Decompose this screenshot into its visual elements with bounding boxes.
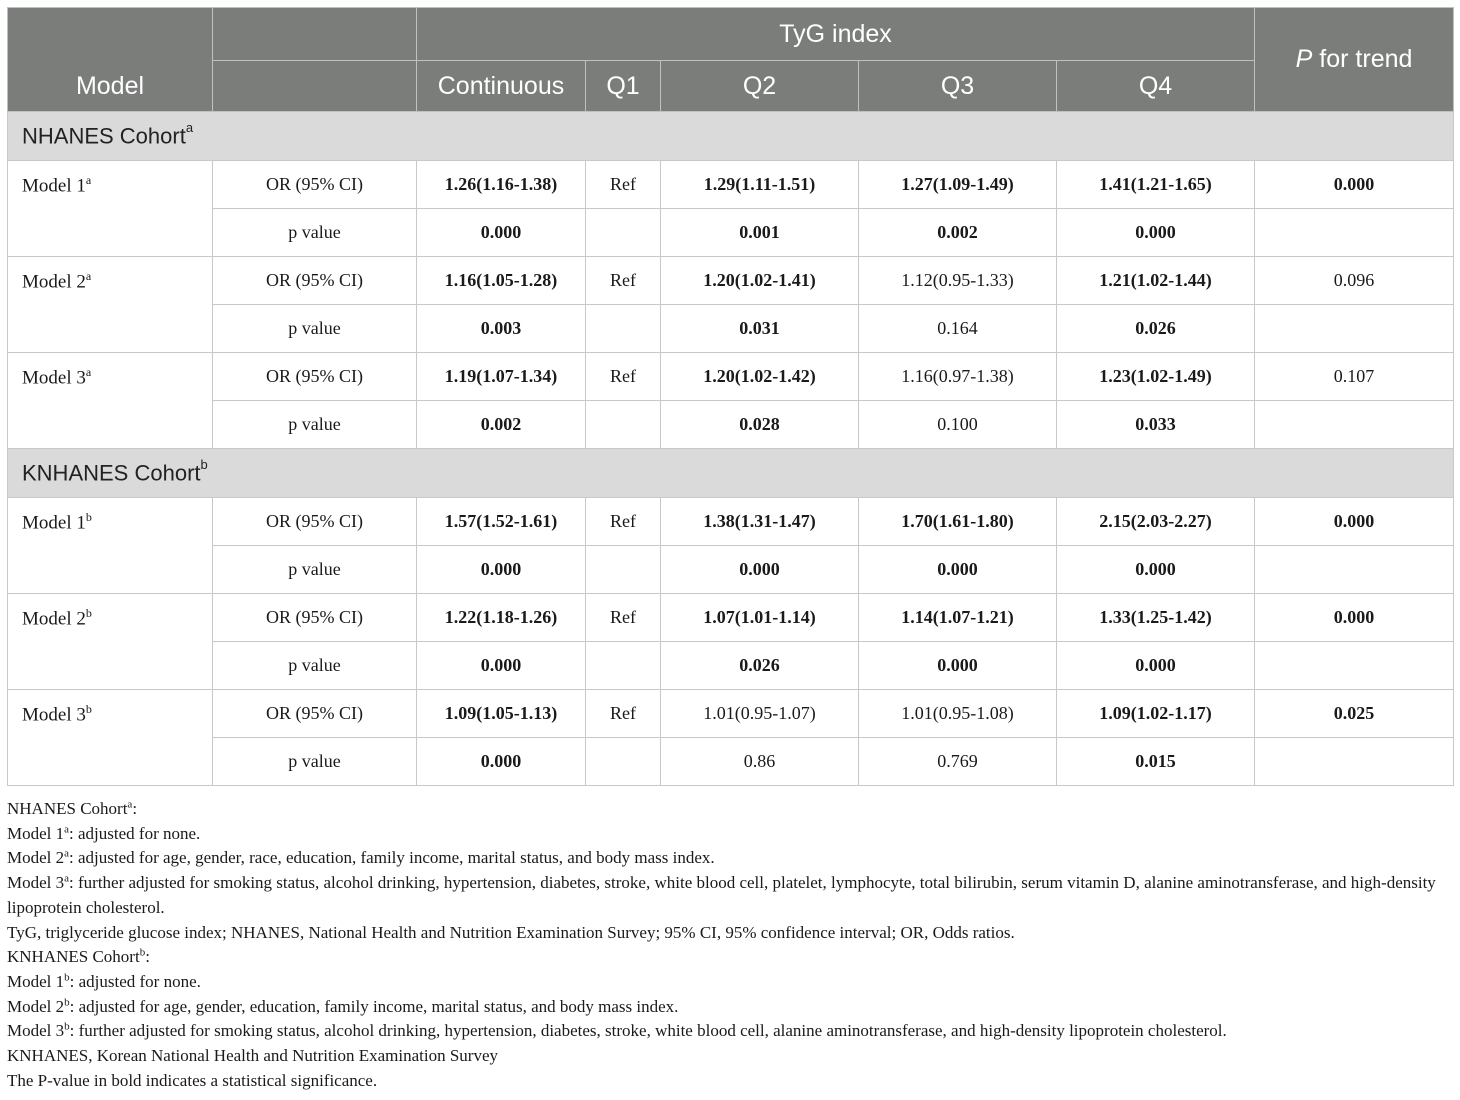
or-row-cell: 1.29(1.11-1.51) [661,161,859,209]
or-row-cell: Ref [586,594,661,642]
or-row [8,690,1454,738]
model-label [8,498,213,594]
or-row-cell: 1.20(1.02-1.41) [661,257,859,305]
or-row-cell: Ref [586,353,661,401]
or-row-cell: 1.26(1.16-1.38) [417,161,586,209]
footnote-sup: b [64,995,70,1008]
footnote-line [7,1044,1457,1069]
p-row-label: p value [213,209,417,257]
p-row-label: p value [213,642,417,690]
p-row-cell: 0.033 [1057,401,1255,449]
or-row-cell: 1.01(0.95-1.08) [859,690,1057,738]
or-row-cell: 1.16(1.05-1.28) [417,257,586,305]
or-row-cell: 0.000 [1255,498,1454,546]
or-row-label: OR (95% CI) [213,690,417,738]
model-name: Model 1 [22,175,86,197]
p-row [8,738,1454,786]
p-row-cell [1255,642,1454,690]
or-row-cell: 0.000 [1255,594,1454,642]
cohort-name: KNHANES Cohort [22,460,201,486]
p-row-cell: 0.000 [1057,642,1255,690]
header-q4: Q4 [1057,61,1255,112]
header-trend-italic: P [1295,45,1313,73]
p-row-cell: 0.000 [417,546,586,594]
or-row-cell: 1.07(1.01-1.14) [661,594,859,642]
cohort-row [8,112,1454,161]
footnote-sup: a [64,872,70,885]
p-row-cell [1255,401,1454,449]
p-row-cell [586,546,661,594]
footnote-text: NHANES Cohort [7,799,128,818]
header-q1: Q1 [586,61,661,112]
header-tyg-index: TyG index [417,8,1255,61]
footnote-sup: a [64,847,70,860]
header-trend-rest: for trend [1312,45,1413,73]
footnote-sup: a [127,798,133,811]
or-row-cell: Ref [586,161,661,209]
p-row-cell [1255,305,1454,353]
p-row-cell: 0.000 [417,642,586,690]
header-model: Model [8,8,213,112]
p-row-cell [1255,546,1454,594]
footnote-line [7,846,1457,871]
footnote-text: The P-value in bold indicates a statistical significance. [7,1070,378,1090]
p-row-cell: 0.002 [859,209,1057,257]
model-sup: a [85,173,92,187]
footnote-line [7,1069,1457,1094]
p-row [8,305,1454,353]
model-name: Model 3 [22,367,86,389]
p-row-cell [586,209,661,257]
footnote-text: Model 1 [7,971,65,991]
p-row-label: p value [213,401,417,449]
p-row-cell: 0.026 [1057,305,1255,353]
table-body [8,112,1454,786]
model-name: Model 1 [22,512,86,534]
p-row [8,642,1454,690]
model-label [8,353,213,449]
or-row-cell: 1.57(1.52-1.61) [417,498,586,546]
footnote-text: Model 2 [7,996,65,1016]
p-row-cell [586,401,661,449]
or-row-cell: 1.23(1.02-1.49) [1057,353,1255,401]
header-blank-2 [213,61,417,112]
or-row-cell: 2.15(2.03-2.27) [1057,498,1255,546]
p-row [8,546,1454,594]
or-row-cell: 1.09(1.02-1.17) [1057,690,1255,738]
model-label [8,161,213,257]
footnote-line [7,970,1457,995]
footnote-line [7,945,1457,970]
or-row-cell: 1.14(1.07-1.21) [859,594,1057,642]
footnote-text-rest: : further adjusted for smoking status, alcohol drinking, hypertension, diabetes, stroke, white blood cell, alanine aminotransferase, and high-density lipoprotein cholesterol. [69,1021,1227,1041]
or-row [8,257,1454,305]
header-p-for-trend [1255,8,1454,112]
footnote-text: Model 2 [7,848,65,868]
cohort-sup: a [185,119,194,135]
footnote-text-rest: : adjusted for none. [69,823,201,843]
p-row-cell [586,305,661,353]
footnote-text: Model 1 [7,823,65,843]
header-continuous: Continuous [417,61,586,112]
or-row-cell: Ref [586,498,661,546]
p-row-cell: 0.000 [417,209,586,257]
footnotes [7,797,1457,1093]
header-blank [213,8,417,61]
footnote-text-rest: : adjusted for none. [69,971,201,991]
model-name: Model 3 [22,704,86,726]
p-row-cell [586,738,661,786]
or-row-label: OR (95% CI) [213,594,417,642]
footnote-text: KNHANES Cohort [7,947,140,967]
p-row-cell: 0.000 [417,738,586,786]
or-row [8,353,1454,401]
footnote-text: TyG, triglyceride glucose index; NHANES, National Health and Nutrition Examination Survey; 95% CI, 95% confidence interval; OR, Odds ratios. [7,922,1015,942]
model-sup: a [85,365,92,379]
p-row-cell [586,642,661,690]
or-row-cell: 1.19(1.07-1.34) [417,353,586,401]
cohort-label [8,449,1454,498]
footnote-sup: b [64,971,70,984]
footnote-text: Model 3 [7,873,65,893]
header-q3: Q3 [859,61,1057,112]
model-label [8,690,213,786]
footnote-sup: b [139,946,146,959]
p-row-cell: 0.000 [661,546,859,594]
or-row-cell: 1.16(0.97-1.38) [859,353,1057,401]
p-row-cell: 0.001 [661,209,859,257]
model-name: Model 2 [22,608,86,630]
results-table [7,7,1454,786]
footnote-sup: b [64,1020,70,1033]
or-row-cell: 0.096 [1255,257,1454,305]
header-row-1 [8,8,1454,61]
footnote-line [7,822,1457,847]
p-row-cell: 0.000 [1057,546,1255,594]
model-sup: b [85,606,92,620]
p-row-cell: 0.000 [859,642,1057,690]
model-sup: b [85,510,92,524]
footnote-text: Model 3 [7,1021,65,1041]
model-sup: b [85,702,92,716]
p-row-label: p value [213,305,417,353]
footnote-line [7,871,1457,920]
footnote-line [7,1019,1457,1044]
footnote-line [7,995,1457,1020]
p-row [8,209,1454,257]
p-row-cell: 0.003 [417,305,586,353]
p-row-cell: 0.164 [859,305,1057,353]
or-row-cell: 1.33(1.25-1.42) [1057,594,1255,642]
or-row-cell: 1.22(1.18-1.26) [417,594,586,642]
or-row [8,498,1454,546]
footnote-text: KNHANES, Korean National Health and Nutrition Examination Survey [7,1046,499,1066]
p-row-label: p value [213,546,417,594]
p-row-cell [1255,209,1454,257]
or-row-cell: 1.09(1.05-1.13) [417,690,586,738]
header-row-2 [8,61,1454,112]
p-row-cell: 0.769 [859,738,1057,786]
or-row-cell: Ref [586,690,661,738]
or-row-label: OR (95% CI) [213,161,417,209]
footnote-sup: a [64,823,70,836]
or-row-cell: Ref [586,257,661,305]
cohort-label [8,112,1454,161]
or-row-cell: 1.12(0.95-1.33) [859,257,1057,305]
or-row-cell: 0.025 [1255,690,1454,738]
p-row-cell: 0.000 [1057,209,1255,257]
p-row-cell: 0.031 [661,305,859,353]
footnote-text-rest: : adjusted for age, gender, education, family income, marital status, and body mass index. [69,996,679,1016]
model-sup: a [85,269,92,283]
footnote-text-rest: : [132,799,138,818]
or-row [8,161,1454,209]
or-row-label: OR (95% CI) [213,353,417,401]
model-label [8,257,213,353]
cohort-name: NHANES Cohort [22,123,186,149]
footnote-text-rest: : [145,947,150,967]
p-row-cell: 0.002 [417,401,586,449]
footnote-text-rest: : further adjusted for smoking status, alcohol drinking, hypertension, diabetes, stroke, white blood cell, platelet, lymphocyte, total bilirubin, serum vitamin D, alanine aminotransferase, and high-density lipoprotein cholesterol. [7,873,1436,917]
cohort-sup: b [200,456,208,472]
or-row-cell: 0.000 [1255,161,1454,209]
or-row-label: OR (95% CI) [213,257,417,305]
p-row-label: p value [213,738,417,786]
p-row-cell: 0.015 [1057,738,1255,786]
or-row-cell: 1.70(1.61-1.80) [859,498,1057,546]
or-row [8,594,1454,642]
cohort-row [8,449,1454,498]
p-row-cell: 0.028 [661,401,859,449]
footnote-text-rest: : adjusted for age, gender, race, education, family income, marital status, and body mass index. [69,848,715,868]
or-row-cell: 1.27(1.09-1.49) [859,161,1057,209]
model-label [8,594,213,690]
model-name: Model 2 [22,271,86,293]
p-row-cell: 0.100 [859,401,1057,449]
or-row-cell: 1.20(1.02-1.42) [661,353,859,401]
header-q2: Q2 [661,61,859,112]
p-row-cell: 0.000 [859,546,1057,594]
or-row-cell: 1.38(1.31-1.47) [661,498,859,546]
p-row-cell: 0.86 [661,738,859,786]
p-row-cell [1255,738,1454,786]
or-row-cell: 1.01(0.95-1.07) [661,690,859,738]
footnote-line [7,797,1457,822]
or-row-cell: 1.41(1.21-1.65) [1057,161,1255,209]
or-row-cell: 1.21(1.02-1.44) [1057,257,1255,305]
or-row-cell: 0.107 [1255,353,1454,401]
p-row-cell: 0.026 [661,642,859,690]
footnote-line [7,921,1457,946]
p-row [8,401,1454,449]
or-row-label: OR (95% CI) [213,498,417,546]
